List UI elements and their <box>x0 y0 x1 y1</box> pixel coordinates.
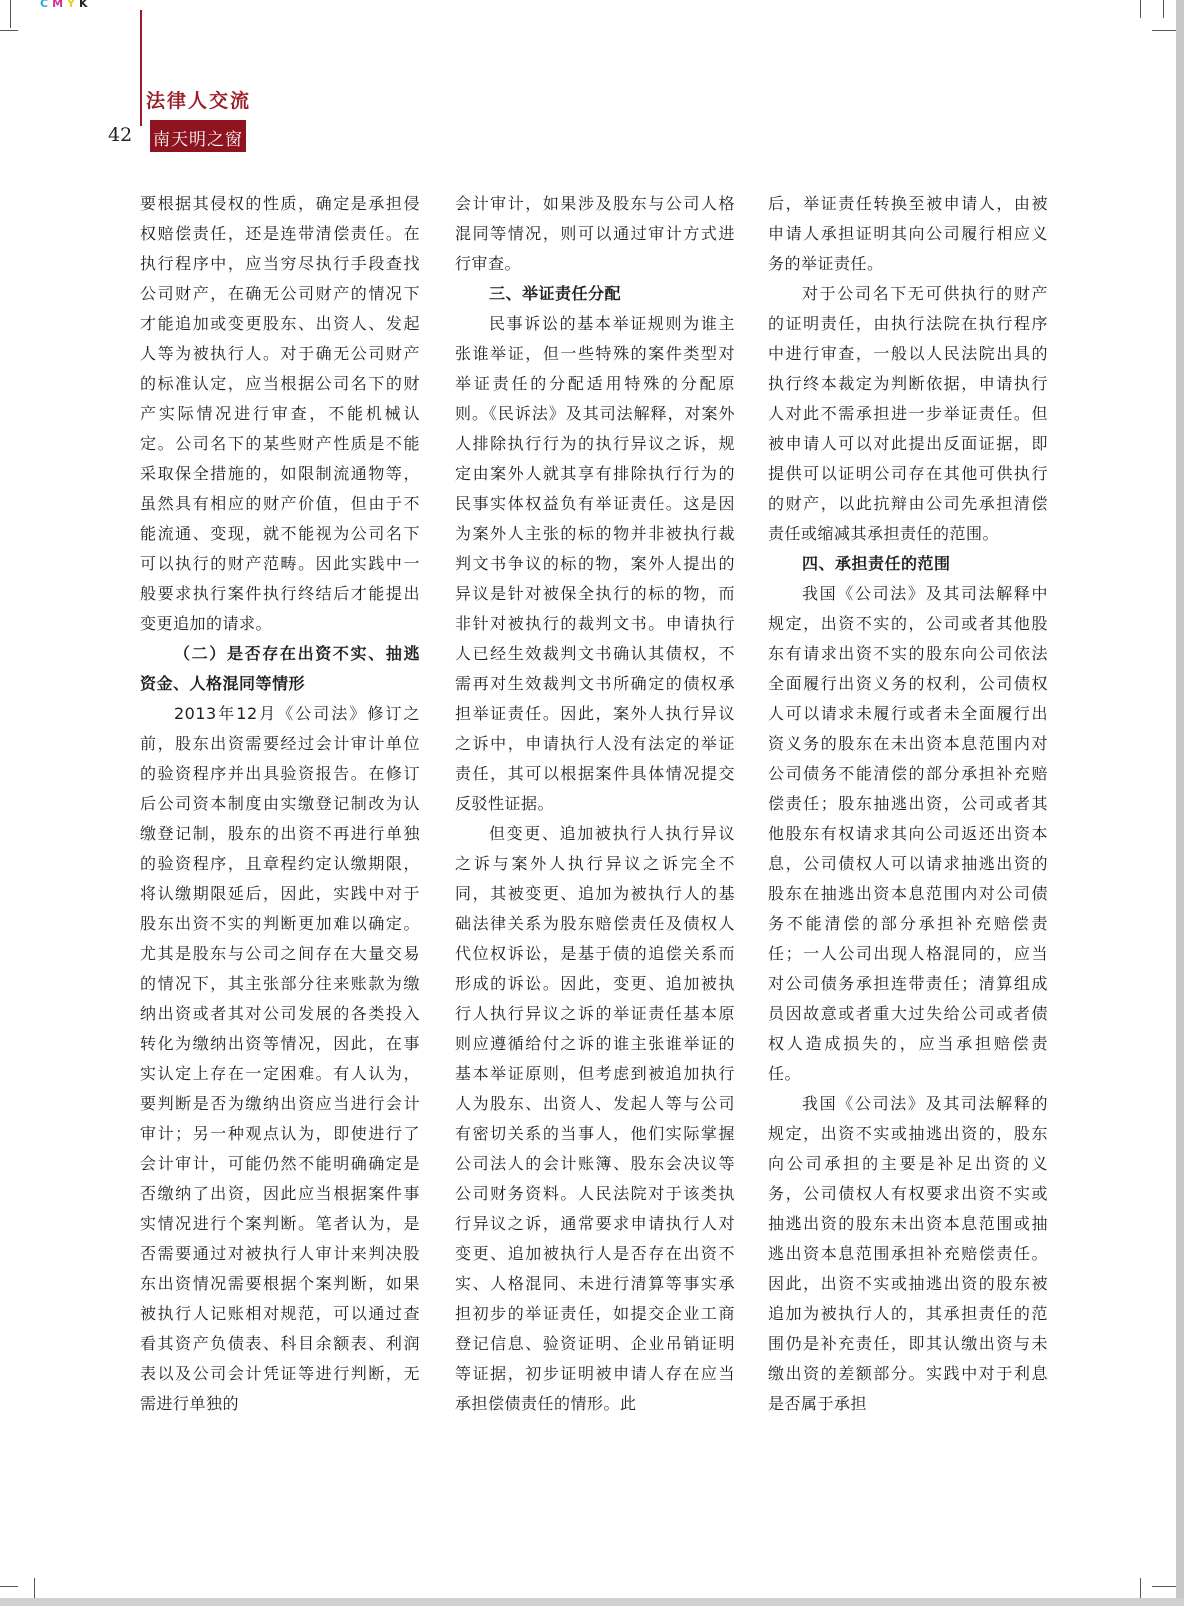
page-number: 42 <box>108 124 133 146</box>
paragraph: 2013年12月《公司法》修订之前，股东出资需要经过会计审计单位的验资程序并出具验资报告。在修订后公司资本制度由实缴登记制改为认缴登记制，股东的出资不再进行单独的验资程序，且章程约定认缴期限，将认缴期限延后，因此，实践中对于股东出资不实的判断更加难以确定。尤其是股东与公司之间存在大量交易的情况下，其主张部分往来账款为缴纳出资或者其对公司发展的各类投入转化为缴纳出资等情况，因此，在事实认定上存在一定困难。有人认为，要判断是否为缴纳出资应当进行会计审计；另一种观点认为，即使进行了会计审计，可能仍然不能明确确定是否缴纳了出资，因此应当根据案件事实情况进行个案判断。笔者认为，是否需要通过对被执行人审计来判决股东出资情况需要根据个案判断，如果被执行人记账相对规范，可以通过查看其资产负债表、科目余额表、利润表以及公司会计凭证等进行判断，无需进行单独的 <box>140 704 420 1413</box>
cmyk-m: M <box>52 0 68 10</box>
text-column-2 <box>455 189 735 1419</box>
paragraph: 会计审计，如果涉及股东与公司人格混同等情况，则可以通过审计方式进行审查。 <box>455 194 735 273</box>
crop-mark-bottom-right-h <box>1152 1586 1176 1587</box>
column-badge-label: 南天明之窗 <box>153 130 243 150</box>
page-bottom-edge <box>0 1598 1184 1606</box>
paragraph: 民事诉讼的基本举证规则为谁主张谁举证，但一些特殊的案件类型对举证责任的分配适用特殊的分配原则。《民诉法》及其司法解释，对案外人排除执行行为的执行异议之诉，规定由案外人就其享有排除执行行为的民事实体权益负有举证责任。这是因为案外人主张的标的物并非被执行裁判文书争议的标的物，案外人提出的异议是针对被保全执行的标的物，而非针对被执行的裁判文书。申请执行人已经生效裁判文书确认其债权，不需再对生效裁判文书所确定的债权承担举证责任。因此，案外人执行异议之诉中，申请执行人没有法定的举证责任，其可以根据案件具体情况提交反驳性证据。 <box>455 314 735 813</box>
page-edge-shadow <box>1176 0 1184 1606</box>
paragraph: 要根据其侵权的性质，确定是承担侵权赔偿责任，还是连带清偿责任。在执行程序中，应当穷尽执行手段查找公司财产，在确无公司财产的情况下才能追加或变更股东、出资人、发起人等为被执行人。对于确无公司财产的标准认定，应当根据公司名下的财产实际情况进行审查，不能机械认定。公司名下的某些财产性质是不能采取保全措施的，如限制流通物等，虽然具有相应的财产价值，但由于不能流通、变现，就不能视为公司名下可以执行的财产范畴。因此实践中一般要求执行案件执行终结后才能提出变更追加的请求。 <box>140 194 420 633</box>
paragraph: 我国《公司法》及其司法解释的规定，出资不实或抽逃出资的，股东向公司承担的主要是补足出资的义务，公司债权人有权要求出资不实或抽逃出资的股东未出资本息范围或抽逃出资本息范围承担补充赔偿责任。因此，出资不实或抽逃出资的股东被追加为被执行人的，其承担责任的范围仍是补充责任，即其认缴出资与未缴出资的差额部分。实践中对于利息是否属于承担 <box>768 1094 1048 1413</box>
text-column-3 <box>768 189 1048 1419</box>
crop-mark-bottom-left-v <box>34 1578 35 1598</box>
cmyk-c: C <box>40 0 53 10</box>
crop-mark-top-right-h <box>1152 30 1176 31</box>
cmyk-k: K <box>79 0 92 10</box>
column-badge <box>150 120 246 152</box>
paragraph: 后，举证责任转换至被申请人，由被申请人承担证明其向公司履行相应义务的举证责任。 <box>768 194 1048 273</box>
subheading: （二）是否存在出资不实、抽逃资金、人格混同等情形 <box>140 644 420 693</box>
crop-mark-top-left-v <box>10 0 11 28</box>
crop-mark-top-right-v <box>1140 0 1141 18</box>
crop-mark-top-right-v2 <box>1163 0 1164 18</box>
paragraph: 但变更、追加被执行人执行异议之诉与案外人执行异议之诉完全不同，其被变更、追加为被执行人的基础法律关系为股东赔偿责任及债权人代位权诉讼，是基于债的追偿关系而形成的诉讼。因此，变更、追加被执行人执行异议之诉的举证责任基本原则应遵循给付之诉的谁主张谁举证的基本举证原则，但考虑到被追加执行人为股东、出资人、发起人等与公司有密切关系的当事人，他们实际掌握公司法人的会计账簿、股东会决议等公司财务资料。人民法院对于该类执行异议之诉，通常要求申请执行人对变更、追加被执行人是否存在出资不实、人格混同、未进行清算等事实承担初步的举证责任，如提交企业工商登记信息、验资证明、企业吊销证明等证据，初步证明被申请人存在应当承担偿债责任的情形。此 <box>455 824 735 1413</box>
cmyk-registration-label <box>40 0 92 10</box>
section-title: 法律人交流 <box>146 90 252 112</box>
crop-mark-bottom-left-h <box>0 1586 18 1587</box>
paragraph: 对于公司名下无可供执行的财产的证明责任，由执行法院在执行程序中进行审查，一般以人民法院出具的执行终本裁定为判断依据，申请执行人对此不需承担进一步举证责任。但被申请人可以对此提出反面证据，即提供可以证明公司存在其他可供执行的财产，以此抗辩由公司先承担清偿责任或缩减其承担责任的范围。 <box>768 284 1048 543</box>
crop-mark-top-left-h <box>0 30 18 31</box>
text-column-1 <box>140 189 420 1419</box>
cmyk-y: Y <box>67 0 79 10</box>
subheading: 四、承担责任的范围 <box>802 554 951 573</box>
crop-mark-bottom-right-v <box>1140 1578 1141 1598</box>
header-vertical-rule <box>140 10 142 126</box>
subheading: 三、举证责任分配 <box>489 284 622 303</box>
paragraph: 我国《公司法》及其司法解释中规定，出资不实的，公司或者其他股东有请求出资不实的股东向公司依法全面履行出资义务的权利，公司债权人可以请求未履行或者未全面履行出资义务的股东在未出资本息范围内对公司债务不能清偿的部分承担补充赔偿责任；股东抽逃出资，公司或者其他股东有权请求其向公司返还出资本息，公司债权人可以请求抽逃出资的股东在抽逃出资本息范围内对公司债务不能清偿的部分承担补充赔偿责任；一人公司出现人格混同的，应当对公司债务承担连带责任；清算组成员因故意或者重大过失给公司或者债权人造成损失的，应当承担赔偿责任。 <box>768 584 1048 1083</box>
